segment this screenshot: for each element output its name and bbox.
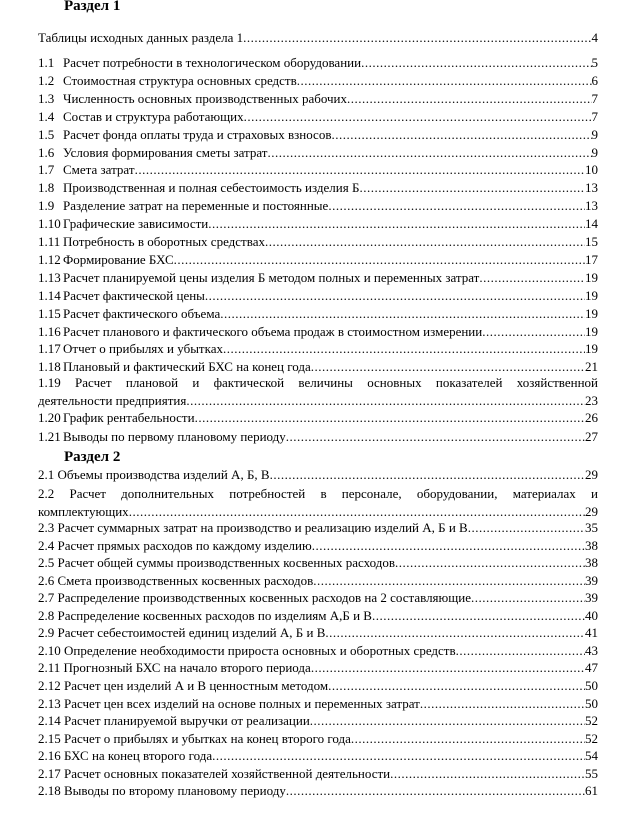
dot-leader	[310, 713, 585, 729]
toc-entry-number: 1.8	[38, 180, 55, 196]
toc-entry-page: 52	[585, 713, 598, 729]
toc-entry-title: 2.4 Расчет прямых расходов по каждому изделию	[38, 537, 312, 553]
dot-leader	[471, 590, 585, 606]
toc-entry[interactable]	[38, 252, 598, 268]
toc-entry-2-1[interactable]	[38, 467, 598, 483]
toc-entry-number: 1.9	[38, 198, 55, 214]
toc-entry-number: 1.21	[38, 429, 61, 444]
toc-entry-page: 13	[585, 180, 598, 196]
toc-entry-page: 6	[591, 72, 598, 88]
toc-entry-page: 55	[585, 765, 598, 781]
toc-entry-page: 10	[585, 162, 598, 178]
dot-leader	[244, 109, 592, 125]
dot-leader	[311, 359, 585, 375]
toc-entry-tables[interactable]	[38, 30, 598, 46]
dot-leader	[205, 288, 585, 304]
toc-entry[interactable]	[38, 180, 598, 196]
toc-entry[interactable]	[38, 234, 598, 250]
toc-entry[interactable]	[38, 678, 598, 694]
toc-entry[interactable]	[38, 590, 598, 606]
toc-entry[interactable]	[38, 713, 598, 729]
toc-entry-page: 41	[585, 625, 598, 641]
toc-entry-title: Графические зависимости	[63, 216, 209, 232]
dot-leader	[267, 145, 591, 161]
toc-entry[interactable]	[38, 324, 598, 340]
toc-entry[interactable]	[38, 766, 598, 782]
dot-leader	[135, 162, 585, 178]
toc-entry-title: Выводы по первому плановому периоду	[63, 429, 286, 444]
toc-entry-title: Отчет о прибылях и убытках	[63, 341, 223, 357]
dot-leader	[220, 306, 585, 322]
toc-entry-title: Условия формирования сметы затрат	[63, 144, 268, 160]
toc-entry-page: 27	[585, 429, 598, 444]
toc-entry-page: 29	[585, 504, 598, 519]
toc-entry[interactable]	[38, 783, 598, 799]
toc-entry[interactable]	[38, 625, 598, 641]
toc-entry[interactable]	[38, 555, 598, 571]
toc-entry-page: 43	[585, 642, 598, 658]
dot-leader	[129, 503, 585, 521]
toc-entry[interactable]	[38, 643, 598, 659]
toc-entry-number: 1.14	[38, 287, 61, 303]
toc-entry-number: 1.18	[38, 359, 61, 375]
toc-entry-page: 26	[585, 410, 598, 425]
dot-leader	[361, 55, 591, 71]
toc-entry-title: Расчет планируемой цены изделия Б методом полных и переменных затрат	[63, 269, 480, 285]
toc-entry-page: 50	[585, 695, 598, 711]
dot-leader	[482, 324, 585, 340]
dot-leader	[359, 180, 585, 196]
dot-leader	[372, 608, 585, 624]
toc-entry-title: Расчет фактической цены	[63, 287, 205, 303]
toc-entry-title: Расчет потребности в технологическом оборудовании	[63, 55, 362, 70]
toc-entry-title: 2.8 Распределение косвенных расходов по изделиям А,Б и В	[38, 607, 372, 623]
toc-entry-page: 5	[591, 55, 598, 70]
toc-entry-page: 35	[585, 520, 598, 535]
toc-entry[interactable]	[38, 359, 598, 375]
dot-leader	[297, 73, 592, 89]
toc-entry-number: 1.5	[38, 126, 55, 142]
dot-leader	[265, 234, 585, 250]
toc-entry-page: 19	[585, 287, 598, 303]
toc-entry[interactable]	[38, 608, 598, 624]
toc-entry-title: Расчет фактического объема	[63, 305, 221, 321]
dot-leader	[456, 643, 585, 659]
toc-entry-title: 2.9 Расчет себестоимостей единиц изделий А, Б и В	[38, 625, 326, 641]
toc-entry-page: 23	[585, 393, 598, 408]
toc-entry-number: 1.7	[38, 162, 55, 178]
dot-leader	[390, 766, 585, 782]
toc-entry[interactable]	[38, 341, 598, 357]
toc-entry-page: 19	[585, 341, 598, 357]
toc-entry[interactable]	[38, 288, 598, 304]
dot-leader	[286, 429, 585, 445]
toc-entry-page: 40	[585, 607, 598, 623]
dot-leader	[186, 392, 585, 410]
toc-entry-page: 19	[585, 305, 598, 321]
toc-entry[interactable]	[38, 216, 598, 232]
toc-entry[interactable]	[38, 538, 598, 554]
toc-entry[interactable]	[38, 429, 598, 445]
toc-entry-number: 1.6	[38, 144, 55, 160]
toc-entry[interactable]	[38, 660, 598, 676]
toc-entry-page: 19	[585, 269, 598, 285]
toc-entry-page: 39	[585, 572, 598, 588]
toc-entry-number: 1.11	[38, 234, 61, 249]
toc-entry-page: 9	[591, 144, 598, 160]
toc-entry-number: 1.12	[38, 251, 61, 267]
toc-entry-title: Разделение затрат на переменные и постоянные	[63, 198, 329, 214]
toc-entry-number: 1.20	[38, 410, 61, 425]
dot-leader	[223, 341, 585, 357]
section-1-heading: Раздел 1	[64, 0, 121, 14]
toc-entry-title: Стоимостная структура основных средств	[63, 72, 297, 88]
dot-leader	[195, 410, 585, 426]
toc-entry[interactable]	[38, 306, 598, 322]
dot-leader	[208, 216, 585, 232]
toc-entry-1-19[interactable]	[38, 374, 598, 410]
dot-leader	[479, 270, 585, 286]
dot-leader	[311, 660, 585, 676]
toc-entry-page: 4	[591, 30, 598, 45]
toc-entry-page: 21	[585, 359, 598, 375]
dot-leader	[347, 91, 592, 107]
toc-entry-title: Таблицы исходных данных раздела 1	[38, 30, 244, 45]
toc-entry-number: 1.2	[38, 72, 55, 88]
dot-leader	[328, 198, 585, 214]
toc-entry-page: 13	[585, 198, 598, 214]
toc-entry-number: 1.10	[38, 216, 61, 232]
dot-leader	[328, 678, 585, 694]
toc-entry-title: 2.18 Выводы по второму плановому периоду	[38, 783, 286, 799]
toc-entry[interactable]	[38, 410, 598, 426]
toc-entry-page: 47	[585, 660, 598, 676]
dot-leader	[420, 696, 585, 712]
toc-entry-title: 2.5 Расчет общей суммы производственных косвенных расходов	[38, 555, 395, 571]
toc-entry-page: 39	[585, 590, 598, 606]
toc-entry-page: 29	[585, 467, 598, 482]
dot-leader	[331, 127, 591, 143]
toc-entry-page: 52	[585, 730, 598, 746]
toc-entry-title: 2.6 Смета производственных косвенных расходов	[38, 572, 314, 588]
toc-entry[interactable]	[38, 198, 598, 214]
dot-leader	[243, 30, 591, 46]
toc-entry-title: 2.14 Расчет планируемой выручки от реализации	[38, 713, 310, 729]
toc-entry-title-line2: деятельности предприятия	[38, 393, 187, 408]
toc-entry[interactable]	[38, 270, 598, 286]
toc-entry-number: 1.13	[38, 269, 61, 285]
toc-entry-title: Плановый и фактический БХС на конец года	[63, 359, 311, 375]
toc-entry-title: Производственная и полная себестоимость изделия Б	[63, 180, 360, 196]
toc-entry-title: Формирование БХС	[63, 251, 174, 267]
toc-entry-title-line1: 2.2 Расчет дополнительных потребностей в персонале, оборудовании, материалах и	[38, 486, 598, 501]
toc-entry-title: 2.15 Расчет о прибылях и убытках на конец второго года	[38, 730, 351, 746]
toc-entry-page: 38	[585, 555, 598, 571]
dot-leader	[286, 783, 585, 799]
toc-entry[interactable]	[38, 55, 598, 71]
toc-entry-page: 7	[591, 90, 598, 106]
toc-entry-title: Расчет фонда оплаты труда и страховых взносов	[63, 126, 332, 142]
toc-entry[interactable]	[38, 109, 598, 125]
dot-leader	[325, 625, 585, 641]
dot-leader	[312, 538, 585, 554]
section-2-heading: Раздел 2	[64, 449, 121, 465]
toc-entry-page: 9	[591, 126, 598, 142]
toc-entry-title: 2.16 БХС на конец второго года	[38, 748, 213, 764]
toc-entry-title: 2.10 Определение необходимости прироста основных и оборотных средств	[38, 642, 456, 658]
toc-entry-title-line2: комплектующих	[38, 504, 129, 519]
toc-entry-title-line1: 1.19 Расчет плановой и фактической величины основных показателей хозяйственной	[38, 375, 598, 390]
toc-entry[interactable]	[38, 91, 598, 107]
toc-entry-page: 54	[585, 748, 598, 764]
dot-leader	[395, 555, 585, 571]
toc-entry-title: Смета затрат	[63, 162, 135, 178]
toc-entry-number: 1.17	[38, 341, 61, 357]
dot-leader	[212, 748, 585, 764]
toc-entry[interactable]	[38, 145, 598, 161]
toc-entry-title: 2.7 Распределение производственных косвенных расходов на 2 составляющие	[38, 590, 471, 606]
toc-entry[interactable]	[38, 520, 598, 536]
toc-entry-page: 50	[585, 677, 598, 693]
dot-leader	[468, 520, 585, 536]
dot-leader	[270, 467, 585, 483]
toc-entry[interactable]	[38, 748, 598, 764]
dot-leader	[313, 573, 585, 589]
toc-entry-page: 17	[585, 251, 598, 267]
toc-entry-title: 2.1 Объемы производства изделий А, Б, В	[38, 467, 270, 482]
toc-entry-number: 1.4	[38, 108, 55, 124]
toc-entry-number: 1.1	[38, 55, 55, 70]
toc-entry-number: 1.3	[38, 90, 55, 106]
toc-entry[interactable]	[38, 162, 598, 178]
toc-entry-title: Потребность в оборотных средствах	[63, 234, 265, 249]
toc-entry-title: График рентабельности	[63, 410, 195, 425]
toc-entry-number: 1.16	[38, 323, 61, 339]
dot-leader	[351, 731, 585, 747]
toc-entry-title: Состав и структура работающих	[63, 108, 244, 124]
toc-entry[interactable]	[38, 696, 598, 712]
toc-entry-title: Численность основных производственных рабочих	[63, 90, 347, 106]
toc-entry-title: 2.11 Прогнозный БХС на начало второго периода	[38, 660, 311, 676]
dot-leader	[174, 252, 585, 268]
toc-entry-title: 2.12 Расчет цен изделий А и В ценностным методом	[38, 677, 329, 693]
toc-entry[interactable]	[38, 73, 598, 89]
toc-entry-page: 7	[591, 108, 598, 124]
toc-entry-page: 15	[585, 234, 598, 249]
toc-entry[interactable]	[38, 731, 598, 747]
toc-entry-title: 2.17 Расчет основных показателей хозяйственной деятельности	[38, 765, 391, 781]
toc-entry-page: 38	[585, 537, 598, 553]
toc-entry-page: 14	[585, 216, 598, 232]
toc-entry-page: 19	[585, 323, 598, 339]
toc-entry-title: 2.13 Расчет цен всех изделий на основе полных и переменных затрат	[38, 695, 420, 711]
toc-entry-page: 61	[585, 783, 598, 799]
toc-entry-2-2[interactable]	[38, 485, 598, 521]
toc-entry-number: 1.15	[38, 305, 61, 321]
toc-entry[interactable]	[38, 127, 598, 143]
toc-entry[interactable]	[38, 573, 598, 589]
toc-entry-title: Расчет планового и фактического объема продаж в стоимостном измерении	[63, 323, 483, 339]
toc-entry-title: 2.3 Расчет суммарных затрат на производство и реализацию изделий А, Б и В	[38, 520, 468, 535]
